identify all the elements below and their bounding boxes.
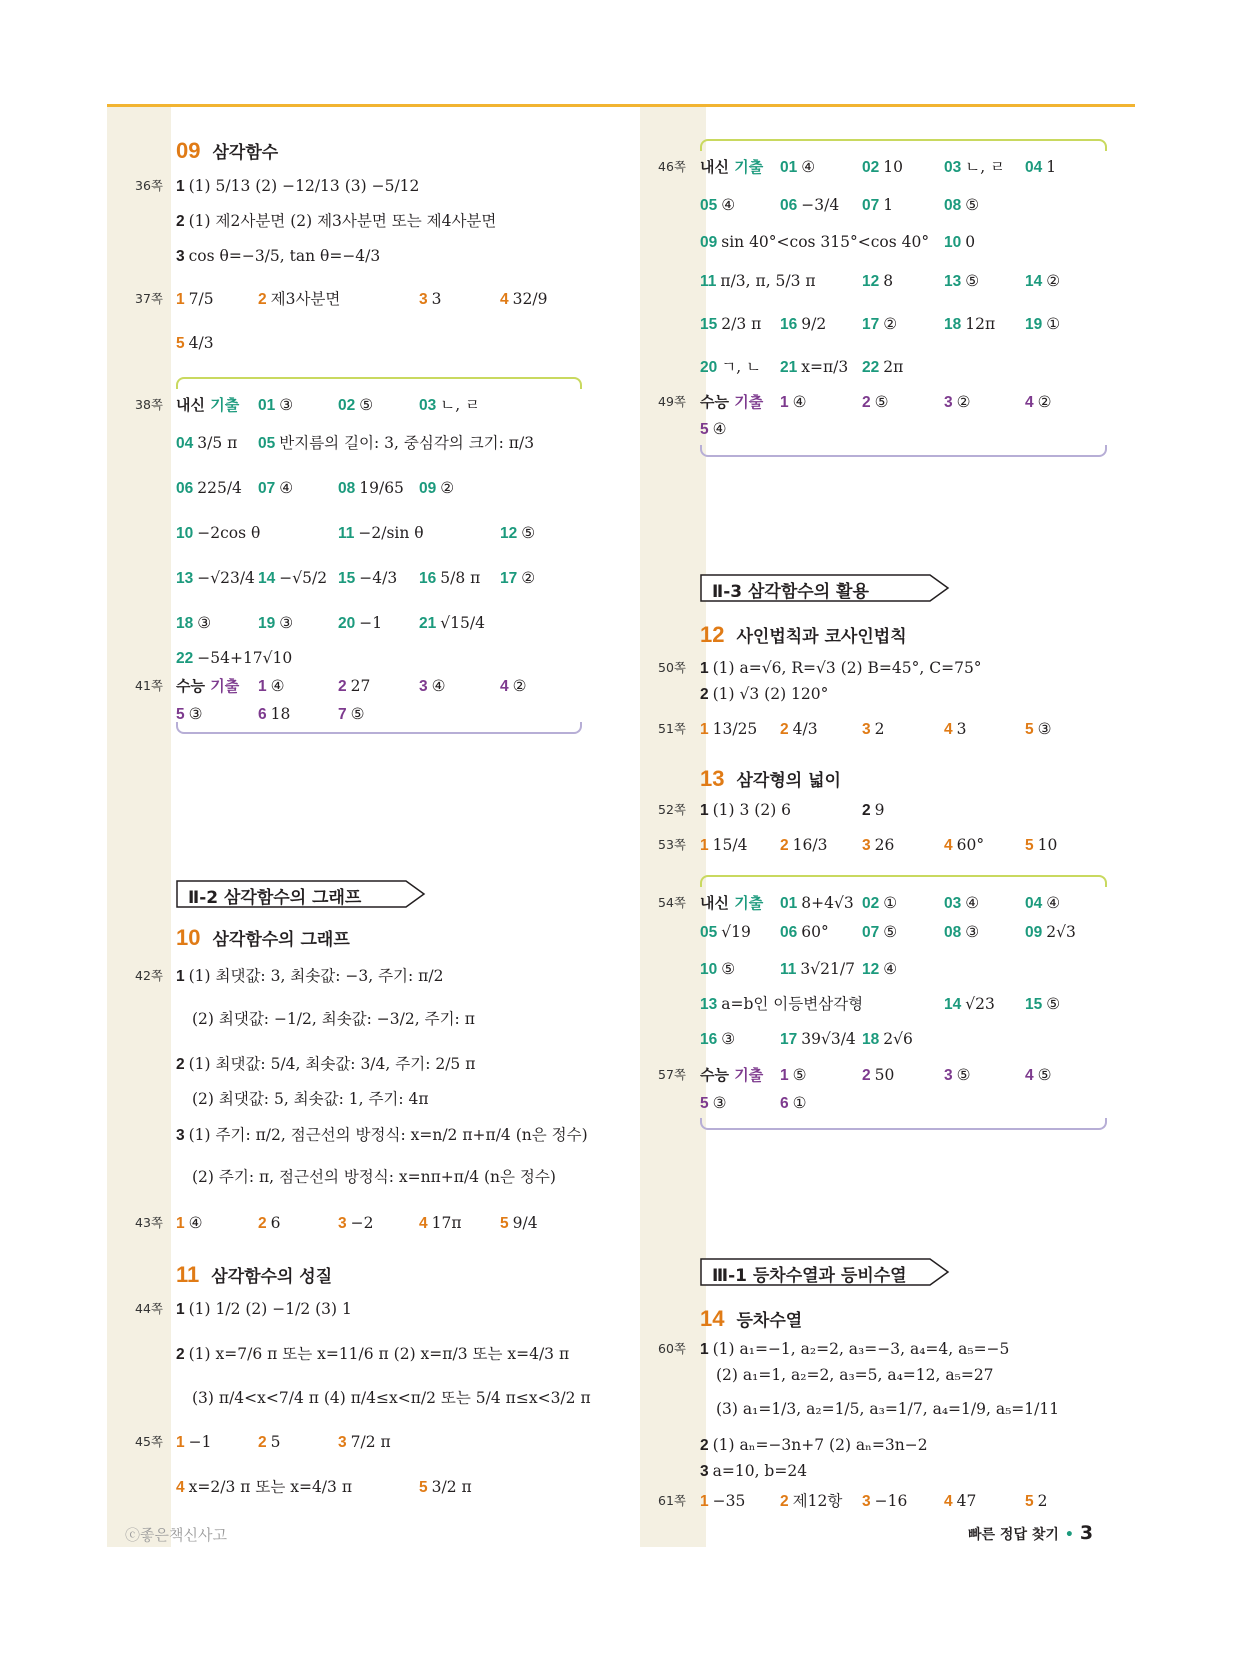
answer-item: 15 −4/3 — [338, 569, 398, 587]
page-ref: 46쪽 — [658, 159, 686, 174]
naesin-gichul-tag: 내신 기출 — [700, 158, 764, 176]
answer-item: 5 2 — [1025, 1492, 1048, 1510]
answer-item: 11 −2/sin θ — [338, 524, 424, 542]
answer-item: 5 4/3 — [176, 334, 214, 352]
answer-item: 08 ⑤ — [944, 196, 980, 214]
answer-item: 20 −1 — [338, 614, 383, 632]
answer-item: 2 5 — [258, 1433, 281, 1451]
page-ref: 50쪽 — [658, 660, 686, 675]
suneung-gichul-tag: 수능 기출 — [700, 1066, 764, 1084]
answer-item: 5 10 — [1025, 836, 1058, 854]
answer-row: (3) a₁=1/3, a₂=1/5, a₃=1/7, a₄=1/9, a₅=1/11 — [716, 1400, 1060, 1418]
answer-item: 06 60° — [780, 923, 829, 941]
answer-item: 18 12π — [944, 315, 996, 333]
answer-item: 3 26 — [862, 836, 895, 854]
page-number: 3 — [1079, 1522, 1094, 1544]
section-12: 12 사인법칙과 코사인법칙 — [700, 622, 907, 647]
answer-item: 15 2/3 π — [700, 315, 762, 333]
right-page-strip — [640, 107, 706, 1547]
section-09: 09 삼각함수 — [176, 138, 279, 163]
answer-item: 17 ② — [500, 569, 536, 587]
top-accent-line — [107, 104, 1135, 107]
answer-item: 18 2√6 — [862, 1030, 913, 1048]
answer-item: 1 ④ — [258, 677, 285, 695]
left-page-strip — [107, 107, 171, 1547]
answer-item: 2 9 — [862, 801, 885, 819]
answer-item: 03 ㄴ, ㄹ — [944, 158, 1006, 176]
naesin-gichul-tag: 내신 기출 — [176, 396, 240, 414]
section-13: 13 삼각형의 넓이 — [700, 766, 841, 791]
answer-item: 4 47 — [944, 1492, 977, 1510]
answer-item: 5 9/4 — [500, 1214, 538, 1232]
answer-item: 3 −2 — [338, 1214, 374, 1232]
answer-item: 07 1 — [862, 196, 894, 214]
answer-item: 1 ⑤ — [780, 1066, 807, 1084]
answer-row: 3 (1) 주기: π/2, 점근선의 방정식: x=n/2 π+π/4 (n은 정수) — [176, 1126, 588, 1144]
box-bottom — [700, 1118, 1107, 1130]
section-10: 10 삼각함수의 그래프 — [176, 925, 350, 950]
answer-item: 3 ② — [944, 393, 971, 411]
answer-item: 04 1 — [1025, 158, 1057, 176]
answer-item: 01 ③ — [258, 396, 294, 414]
answer-item: 4 3 — [944, 720, 967, 738]
answer-item: 21 √15/4 — [419, 614, 485, 632]
answer-row: 1 (1) 3 (2) 6 — [700, 801, 792, 819]
answer-item: 16 9/2 — [780, 315, 827, 333]
answer-item: 1 −1 — [176, 1433, 212, 1451]
answer-row: 3 a=10, b=24 — [700, 1462, 808, 1480]
suneung-gichul-tag: 수능 기출 — [700, 393, 764, 411]
answer-item: 1 ④ — [780, 393, 807, 411]
answer-item: 20 ㄱ, ㄴ — [700, 358, 762, 376]
answer-item: 13 −√23/4 — [176, 569, 255, 587]
answer-item: 19 ③ — [258, 614, 294, 632]
answer-item: 3 3 — [419, 290, 442, 308]
answer-item: 7 ⑤ — [338, 705, 365, 723]
answer-item: 02 ① — [862, 894, 898, 912]
box-top — [700, 875, 1107, 887]
answer-item: 1 7/5 — [176, 290, 214, 308]
answer-row: 3 cos θ=−3/5, tan θ=−4/3 — [176, 247, 381, 265]
answer-item: 2 ⑤ — [862, 393, 889, 411]
answer-item: 4 ⑤ — [1025, 1066, 1052, 1084]
answer-item: 07 ⑤ — [862, 923, 898, 941]
answer-item: 1 ④ — [176, 1214, 203, 1232]
answer-item: 09 2√3 — [1025, 923, 1076, 941]
box-bottom — [176, 722, 582, 734]
answer-item: 4 32/9 — [500, 290, 548, 308]
answer-item: 3 7/2 π — [338, 1433, 391, 1451]
answer-item: 10 0 — [944, 233, 976, 251]
answer-item: 05 √19 — [700, 923, 751, 941]
answer-item: 22 −54+17√10 — [176, 649, 293, 667]
page-ref: 36쪽 — [135, 178, 163, 193]
answer-item: 2 50 — [862, 1066, 895, 1084]
answer-item: 2 제12항 — [780, 1492, 843, 1510]
answer-item: 10 −2cos θ — [176, 524, 261, 542]
page-ref: 54쪽 — [658, 895, 686, 910]
answer-item: 3 ④ — [419, 677, 446, 695]
answer-row: (2) 주기: π, 점근선의 방정식: x=nπ+π/4 (n은 정수) — [192, 1168, 556, 1186]
page-ref: 44쪽 — [135, 1301, 163, 1316]
answer-row: 2 (1) aₙ=−3n+7 (2) aₙ=3n−2 — [700, 1436, 928, 1454]
section-14: 14 등차수열 — [700, 1306, 803, 1331]
answer-item: 5 ③ — [1025, 720, 1052, 738]
publisher-mark: ⓒ좋은책신사고 — [125, 1526, 227, 1544]
answer-row: 1 (1) a=√6, R=√3 (2) B=45°, C=75° — [700, 659, 982, 677]
page-ref: 61쪽 — [658, 1493, 686, 1508]
answer-row: (2) a₁=1, a₂=2, a₃=5, a₄=12, a₅=27 — [716, 1366, 994, 1384]
answer-item: 4 ② — [1025, 393, 1052, 411]
answer-row: 2 (1) 제2사분면 (2) 제3사분면 또는 제4사분면 — [176, 212, 497, 230]
answer-item: 4 17π — [419, 1214, 462, 1232]
answer-item: 1 15/4 — [700, 836, 748, 854]
answer-item: 04 3/5 π — [176, 434, 238, 452]
answer-item: 02 10 — [862, 158, 903, 176]
answer-item: 17 ② — [862, 315, 898, 333]
box-top — [176, 377, 582, 389]
page-ref: 53쪽 — [658, 837, 686, 852]
answer-item: 2 6 — [258, 1214, 281, 1232]
answer-item: 1 −35 — [700, 1492, 746, 1510]
answer-item: 4 ② — [500, 677, 527, 695]
answer-item: 10 ⑤ — [700, 960, 736, 978]
answer-item: 11 3√21/7 — [780, 960, 855, 978]
page-footer: 빠른 정답 찾기 • 3 — [968, 1522, 1094, 1544]
answer-row: (3) π/4<x<7/4 π (4) π/4≤x<π/2 또는 5/4 π≤x<3/2 π — [192, 1389, 591, 1407]
answer-item: 06 −3/4 — [780, 196, 840, 214]
section-11: 11 삼각함수의 성질 — [176, 1262, 333, 1287]
page-ref: 52쪽 — [658, 802, 686, 817]
answer-item: 2 16/3 — [780, 836, 828, 854]
answer-item: 3 −16 — [862, 1492, 908, 1510]
page-ref: 45쪽 — [135, 1434, 163, 1449]
answer-item: 16 ③ — [700, 1030, 736, 1048]
answer-item: 5 ④ — [700, 420, 727, 438]
answer-item: 15 ⑤ — [1025, 995, 1061, 1013]
answer-item: 4 60° — [944, 836, 985, 854]
answer-row: 1 (1) a₁=−1, a₂=2, a₃=−3, a₄=4, a₅=−5 — [700, 1340, 1010, 1358]
answer-row: 1 (1) 5/13 (2) −12/13 (3) −5/12 — [176, 177, 420, 195]
answer-row: (2) 최댓값: −1/2, 최솟값: −3/2, 주기: π — [192, 1010, 475, 1028]
answer-item: 21 x=π/3 — [780, 358, 849, 376]
naesin-gichul-tag: 내신 기출 — [700, 894, 764, 912]
answer-item: 22 2π — [862, 358, 904, 376]
answer-item: 13 a=b인 이등변삼각형 — [700, 995, 864, 1013]
answer-item: 5 ③ — [176, 705, 203, 723]
answer-item: 11 π/3, π, 5/3 π — [700, 272, 816, 290]
answer-item: 13 ⑤ — [944, 272, 980, 290]
answer-item: 5 3/2 π — [419, 1478, 472, 1496]
answer-row: 1 (1) 1/2 (2) −1/2 (3) 1 — [176, 1300, 352, 1318]
page-ref: 38쪽 — [135, 397, 163, 412]
answer-row: 2 (1) √3 (2) 120° — [700, 685, 829, 703]
page-ref: 49쪽 — [658, 394, 686, 409]
answer-item: 03 ④ — [944, 894, 980, 912]
answer-item: 08 19/65 — [338, 479, 404, 497]
answer-item: 08 ③ — [944, 923, 980, 941]
answer-item: 2 4/3 — [780, 720, 818, 738]
page-ref: 51쪽 — [658, 721, 686, 736]
answer-item: 17 39√3/4 — [780, 1030, 856, 1048]
answer-item: 14 ② — [1025, 272, 1061, 290]
answer-item: 6 18 — [258, 705, 291, 723]
answer-item: 04 ④ — [1025, 894, 1061, 912]
page-ref: 57쪽 — [658, 1067, 686, 1082]
page-ref: 42쪽 — [135, 968, 163, 983]
answer-item: 3 2 — [862, 720, 885, 738]
answer-row: (2) 최댓값: 5, 최솟값: 1, 주기: 4π — [192, 1090, 429, 1108]
answer-item: 12 ④ — [862, 960, 898, 978]
box-bottom — [700, 445, 1107, 457]
box-top — [700, 139, 1107, 151]
answer-item: 18 ③ — [176, 614, 212, 632]
answer-item: 16 5/8 π — [419, 569, 481, 587]
suneung-gichul-tag: 수능 기출 — [176, 677, 240, 695]
answer-item: 5 ③ — [700, 1094, 727, 1112]
answer-item: 14 √23 — [944, 995, 995, 1013]
answer-item: 02 ⑤ — [338, 396, 374, 414]
answer-item: 06 225/4 — [176, 479, 242, 497]
answer-item: 2 제3사분면 — [258, 290, 341, 308]
answer-row: 2 (1) x=7/6 π 또는 x=11/6 π (2) x=π/3 또는 x=4/3 π — [176, 1345, 570, 1363]
page-ref: 60쪽 — [658, 1341, 686, 1356]
answer-item: 14 −√5/2 — [258, 569, 328, 587]
answer-item: 12 8 — [862, 272, 894, 290]
answer-item: 6 ① — [780, 1094, 807, 1112]
answer-item: 05 ④ — [700, 196, 736, 214]
answer-item: 05 반지름의 길이: 3, 중심각의 크기: π/3 — [258, 434, 535, 452]
page-ref: 37쪽 — [135, 291, 163, 306]
answer-row: 2 (1) 최댓값: 5/4, 최솟값: 3/4, 주기: 2/5 π — [176, 1055, 476, 1073]
answer-item: 19 ① — [1025, 315, 1061, 333]
answer-item: 12 ⑤ — [500, 524, 536, 542]
answer-item: 4 x=2/3 π 또는 x=4/3 π — [176, 1478, 353, 1496]
answer-item: 1 13/25 — [700, 720, 758, 738]
answer-item: 3 ⑤ — [944, 1066, 971, 1084]
answer-item: 09 ② — [419, 479, 455, 497]
answer-item: 2 27 — [338, 677, 371, 695]
answer-item: 03 ㄴ, ㄹ — [419, 396, 481, 414]
answer-item: 07 ④ — [258, 479, 294, 497]
page-ref: 41쪽 — [135, 678, 163, 693]
answer-item: 01 ④ — [780, 158, 816, 176]
page-ref: 43쪽 — [135, 1215, 163, 1230]
answer-item: 01 8+4√3 — [780, 894, 854, 912]
answer-row: 1 (1) 최댓값: 3, 최솟값: −3, 주기: π/2 — [176, 967, 444, 985]
answer-item: 09 sin 40°<cos 315°<cos 40° — [700, 233, 930, 251]
